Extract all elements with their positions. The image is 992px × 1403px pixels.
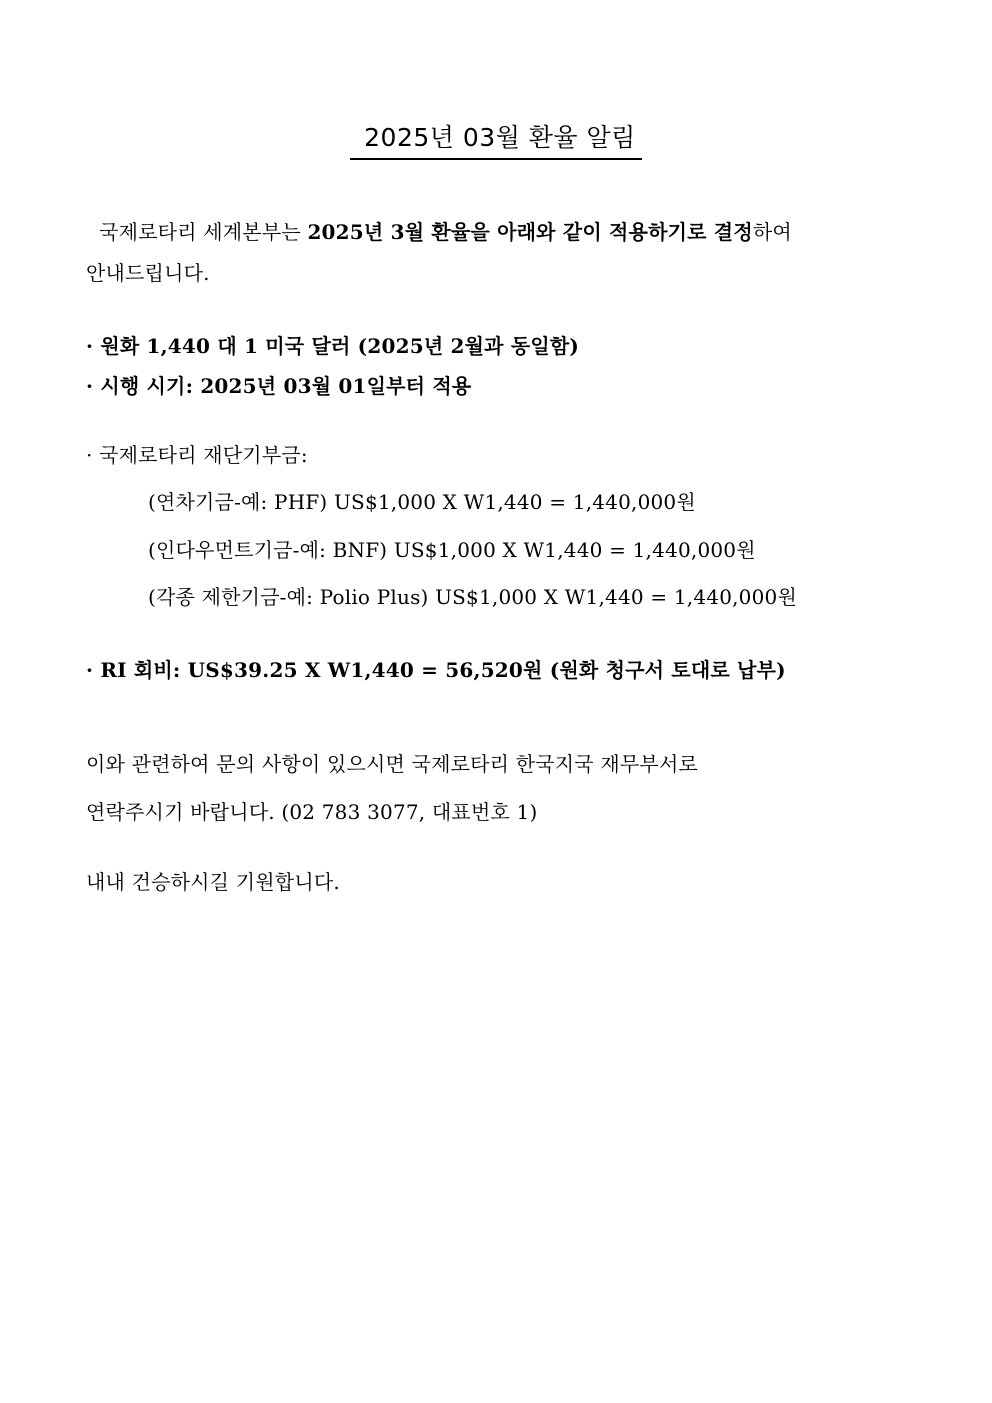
bullet-exchange-rate: · 원화 1,440 대 1 미국 달러 (2025년 2월과 동일함) (86, 334, 580, 358)
contact-line-1: 이와 관련하여 문의 사항이 있으시면 국제로타리 한국지국 재무부서로 (86, 752, 698, 776)
foundation-item-phf: (연차기금-예: PHF) US$1,000 X W1,440 = 1,440,000원 (148, 490, 696, 514)
foundation-item-polio: (각종 제한기금-예: Polio Plus) US$1,000 X W1,440 = 1,440,000원 (148, 585, 797, 609)
page-title: 2025년 03월 환율 알림 (350, 118, 642, 160)
foundation-header: · 국제로타리 재단기부금: (86, 443, 308, 467)
intro-text-normal: 국제로타리 세계본부는 (86, 220, 308, 244)
contact-line-2: 연락주시기 바랍니다. (02 783 3077, 대표번호 1) (86, 800, 538, 824)
title-container (0, 118, 992, 160)
foundation-item-bnf: (인다우먼트기금-예: BNF) US$1,000 X W1,440 = 1,440,000원 (148, 538, 756, 562)
intro-text-end: 하여 (752, 220, 792, 244)
intro-line-2: 안내드립니다. (86, 261, 210, 285)
intro-line-1 (86, 216, 792, 245)
bullet-effective-date: · 시행 시기: 2025년 03월 01일부터 적용 (86, 374, 472, 398)
closing-line: 내내 건승하시길 기원합니다. (86, 870, 340, 894)
bullet-ri-dues: · RI 회비: US$39.25 X W1,440 = 56,520원 (원화 청구서 토대로 납부) (86, 658, 786, 682)
intro-text-bold: 2025년 3월 환율을 아래와 같이 적용하기로 결정 (307, 220, 753, 244)
